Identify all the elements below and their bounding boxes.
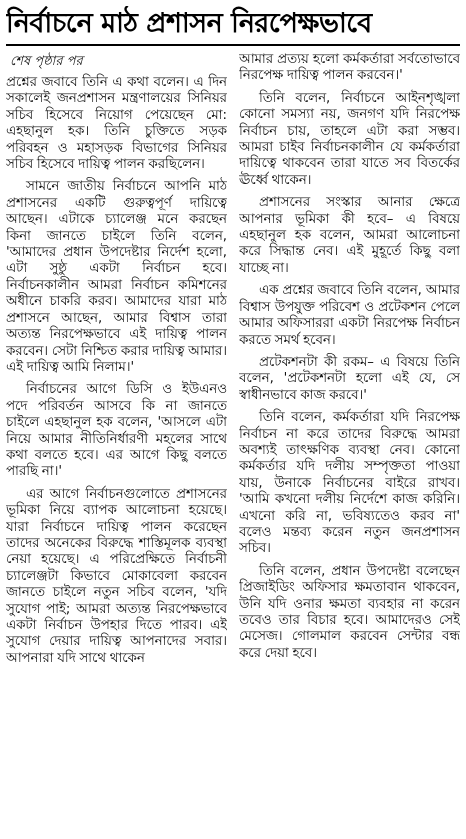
continued-label: শেষ পৃষ্ঠার পর: [10, 54, 83, 69]
paragraph: তিনি বলেন, কর্মকর্তারা যদি নিরপেক্ষ নির্বাচন না করে তাদের বিরুদ্ধে আমরা অবশ্যই তাৎক্ষণিক ব্যবস্থা নেব। কোনো কর্মকর্তার যদি দলীয় সম্পৃক্ততা পাওয়া যায়, উনাকে নির্বাচনের বাইরে রাখব। 'আমি কখনো দলীয় নির্দেশে কাজ করিনি। এখনো করি না, ভবিষ্যতেও করব না' বলেও মন্তব্য করেন নতুন জনপ্রশাসন সচিব।: [239, 410, 460, 557]
paragraph: তিনি বলেন, নির্বাচনে আইনশৃঙ্খলা কোনো সমস্যা নয়, জনগণ যদি নিরপেক্ষ নির্বাচন চায়, তাহলে এটা করা সম্ভব। আমরা চাইব নির্বাচনকালীন যে কর্মকর্তারা দায়িত্বে থাকবেন তারা যাতে সব বিতর্কের ঊর্ধ্বে থাকেন।: [239, 90, 460, 188]
paragraph: এর আগে নির্বাচনগুলোতে প্রশাসনের ভূমিকা নিয়ে ব্যাপক আলোচনা হয়েছে। যারা নির্বাচনে দায়িত্ব পালন করেছেন তাদের অনেকের বিরুদ্ধে শাস্তিমূলক ব্যবস্থা নেয়া হয়েছে। এ পরিপ্রেক্ষিতে নির্বাচনী চ্যালেঞ্জটা কিভাবে মোকাবেলা করবেন জানতে চাইলে নতুন সচিব বলেন, 'যদি সুযোগ পাই; আমরা অত্যন্ত নিরপেক্ষভাবে একটা নির্বাচন উপহার দিতে পারব। এই সুযোগ দেয়ার দায়িত্ব আপনাদের সবার। আপনারা যদি সাথে থাকেন: [6, 486, 227, 666]
paragraph: প্রটেকশনটা কী রকম– এ বিষয়ে তিনি বলেন, 'প্রটেকশনটা হলো এই যে, সে স্বাধীনভাবে কাজ করবে।': [239, 354, 460, 403]
paragraph: প্রশাসনের সংস্কার আনার ক্ষেত্রে আপনার ভূমিকা কী হবে– এ বিষয়ে এহছানুল হক বলেন, আমরা আলোচনা করে সিদ্ধান্ত নেব। এই মুহূর্তে কিছু বলা যাচ্ছে না।: [239, 195, 460, 276]
paragraph: সামনে জাতীয় নির্বাচনে আপনি মাঠ প্রশাসনের একটি গুরুত্বপূর্ণ দায়িত্বে আছেন। এটাকে চ্যালেঞ্জ মনে করছেন কিনা জানতে চাইলে তিনি বলেন, 'আমাদের প্রধান উপদেষ্টার নির্দেশ হলো, এটা সুষ্ঠু একটা নির্বাচন হবে। নির্বাচনকালীন আমরা নির্বাচন কমিশনের অধীনে চাকরি করব। আমাদের যারা মাঠ প্রশাসনে আছেন, আমার বিশ্বাস তারা অত্যন্ত নিরপেক্ষভাবে এই দায়িত্ব পালন করবেন। সেটা নিশ্চিত করার দায়িত্ব আমার। এই দায়িত্ব আমি নিলাম।': [6, 179, 227, 375]
paragraph: তিনি বলেন, প্রধান উপদেষ্টা বলেছেন প্রিজাইডিং অফিসার ক্ষমতাবান থাকবেন, উনি যদি ওনার ক্ষমতা ব্যবহার না করেন তবেও তার বিচার হবে। আমাদেরও সেই মেসেজ। গোলমাল করবেন সেন্টার বন্ধ করে দেয়া হবে।: [239, 563, 460, 661]
left-column: [6, 52, 227, 834]
headline-rule: [6, 44, 460, 46]
headline: নির্বাচনে মাঠ প্রশাসন নিরপেক্ষভাবে: [6, 8, 372, 39]
paragraph: এক প্রশ্নের জবাবে তিনি বলেন, আমার বিশ্বাস উপযুক্ত পরিবেশ ও প্রটেকশন পেলে আমার অফিসাররা একটা নিরপেক্ষ নির্বাচন করতে সমর্থ হবেন।: [239, 283, 460, 348]
paragraph: প্রশ্নের জবাবে তিনি এ কথা বলেন। এ দিন সকালেই জনপ্রশাসন মন্ত্রণালয়ের সিনিয়র সচিব হিসেবে নিয়োগ পেয়েছেন মো: এহছানুল হক। তিনি চুক্তিতে সড়ক পরিবহন ও মহাসড়ক বিভাগের সিনিয়র সচিব হিসেবে দায়িত্ব পালন করছিলেন।: [6, 75, 227, 173]
article-columns: [6, 52, 460, 834]
right-column: [239, 52, 460, 834]
paragraph: নির্বাচনের আগে ডিসি ও ইউএনও পদে পরিবর্তন আসবে কি না জানতে চাইলে এহছানুল হক বলেন, 'আসলে এটা নিয়ে আমার নীতিনির্ধারণী মহলের সাথে কথা বলতে হবে। এর আগে কিছু বলতে পারছি না।': [6, 382, 227, 480]
paragraph: আমার প্রত্যয় হলো কর্মকর্তারা সর্বতোভাবে নিরপেক্ষ দায়িত্ব পালন করবেন।': [239, 52, 460, 84]
